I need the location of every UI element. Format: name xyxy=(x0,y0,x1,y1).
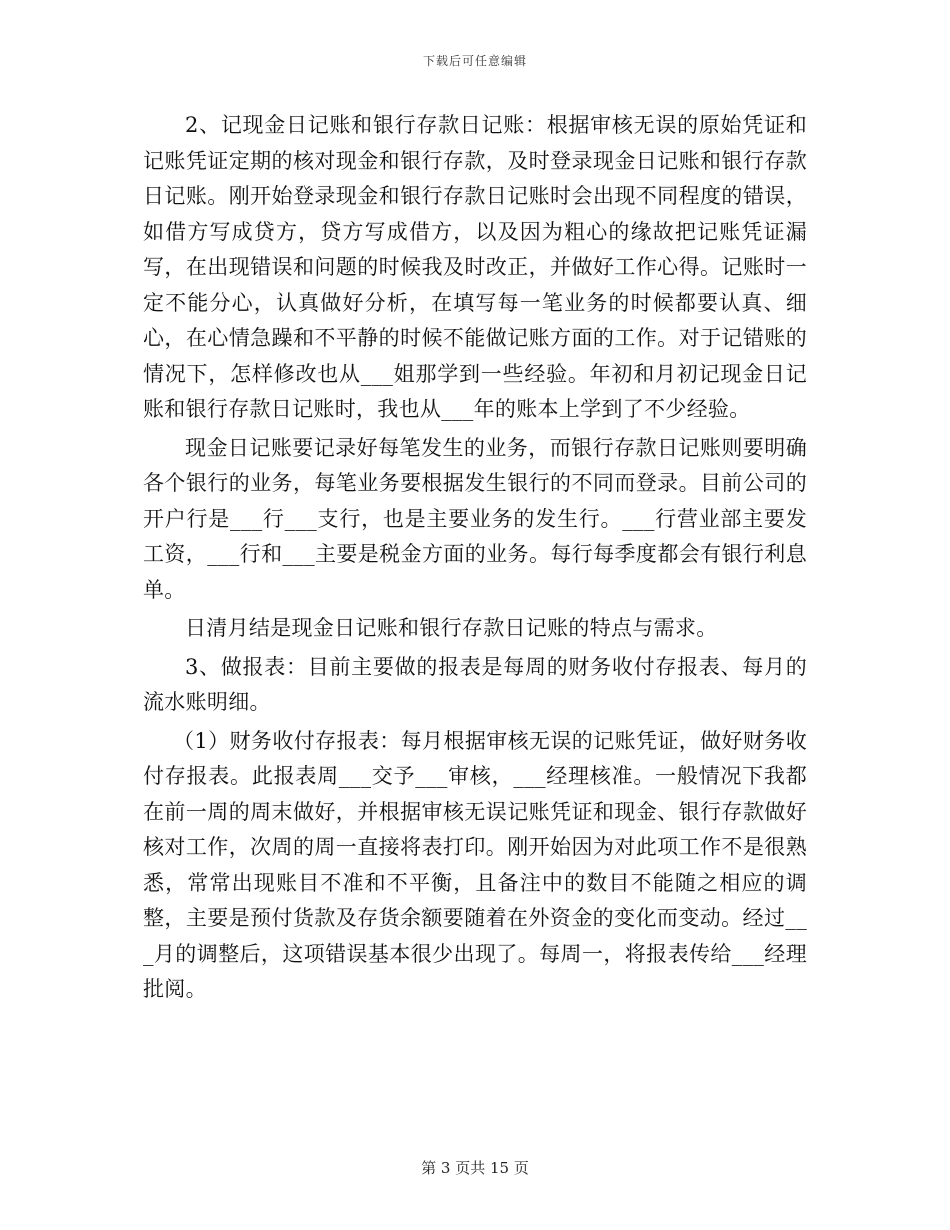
paragraph-weekly-report: （1）财务收付存报表：每月根据审核无误的记账凭证，做好财务收付存报表。此报表周___交予___审核，___经理核准。一般情况下我都在前一周的周末做好，并根据审核无误记账凭证和现金、银行存款做好核对工作，次周的周一直接将表打印。刚开始因为对此项工作不是很熟悉，常常出现账目不准和不平衡，且备注中的数目不能随之相应的调整，主要是预付货款及存货余额要随着在外资金的变化而变动。经过___月的调整后，这项错误基本很少出现了。每周一，将报表传给___经理批阅。 xyxy=(143,728,807,1001)
page-number: 第 3 页共 15 页 xyxy=(421,1159,529,1177)
paragraph-daily-monthly: 日清月结是现金日记账和银行存款日记账的特点与需求。 xyxy=(185,616,718,640)
paragraph-cash-journal: 2、记现金日记账和银行存款日记账：根据审核无误的原始凭证和记账凭证定期的核对现金和银行存款，及时登录现金日记账和银行存款日记账。刚开始登录现金和银行存款日记账时会出现不同程度的错误，如借方写成贷方，贷方写成借方，以及因为粗心的缘故把记账凭证漏写，在出现错误和问题的时候我及时改正，并做好工作心得。记账时一定不能分心，认真做好分析，在填写每一笔业务的时候都要认真、细心，在心情急躁和不平静的时候不能做记账方面的工作。对于记错账的情况下，怎样修改也从___姐那学到一些经验。年初和月初记现金日记账和银行存款日记账时，我也从___年的账本上学到了不少经验。 xyxy=(143,113,807,421)
page-header: 下载后可任意编辑 xyxy=(422,54,527,68)
paragraph-bank-business: 现金日记账要记录好每笔发生的业务，而银行存款日记账则要明确各个银行的业务，每笔业务要根据发生银行的不同而登录。目前公司的开户行是___行___支行，也是主要业务的发生行。___行营业部主要发工资，___行和___主要是税金方面的业务。每行每季度都会有银行利息单。 xyxy=(143,435,807,602)
paragraph-reports: 3、做报表：目前主要做的报表是每周的财务收付存报表、每月的流水账明细。 xyxy=(143,654,807,714)
document-body xyxy=(143,108,807,1008)
